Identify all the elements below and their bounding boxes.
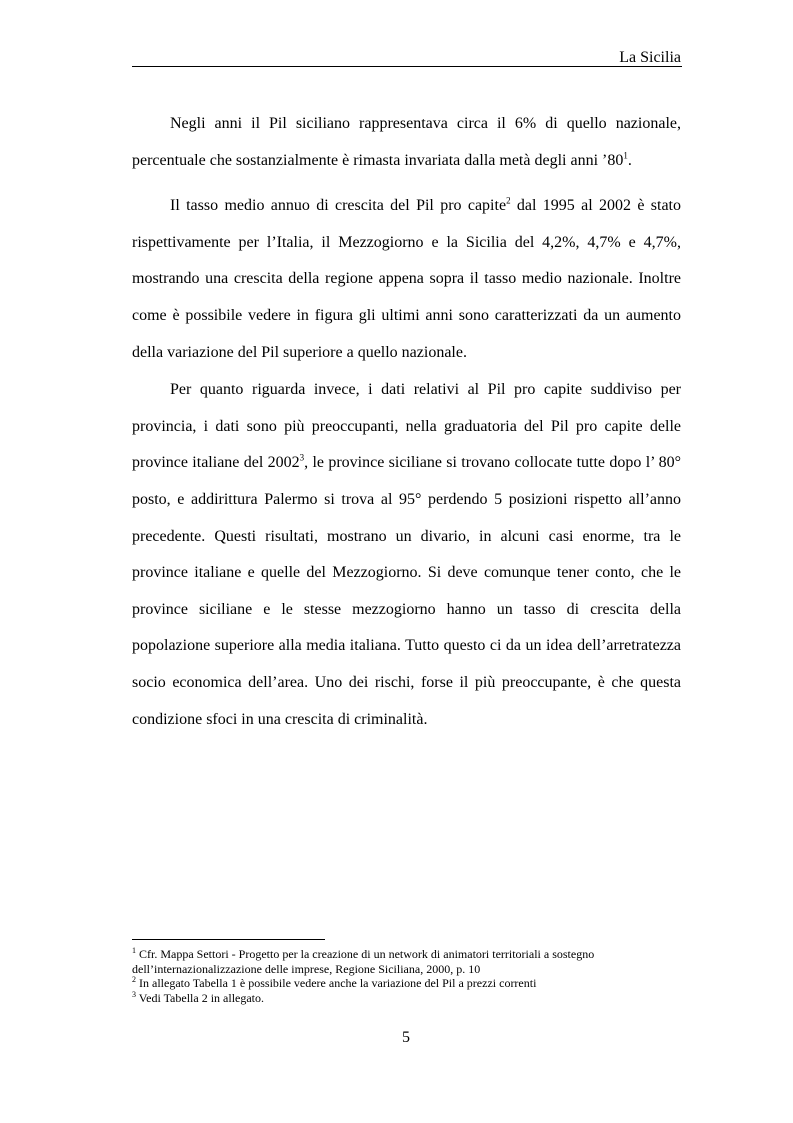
footnote-ref-1[interactable]: 1 — [623, 150, 628, 161]
footnote-1-marker: 1 — [132, 946, 136, 955]
footnote-2-text: In allegato Tabella 1 è possibile vedere anche la variazione del Pil a prezzi correnti — [136, 976, 537, 991]
paragraph-growth-rate — [132, 188, 681, 371]
footnote-2-marker: 2 — [132, 975, 136, 985]
footnote-2 — [132, 976, 681, 991]
footnote-ref-2[interactable]: 2 — [506, 195, 511, 206]
paragraph-1-text: Negli anni il Pil siciliano rappresentava circa il 6% di quello nazionale, percentuale che sostanzialmente è rimasta invariata dalla metà degli anni ’80 — [132, 115, 681, 169]
footnote-3 — [132, 991, 681, 1006]
paragraph-1-end: . — [627, 151, 632, 169]
paragraph-pil-share — [132, 106, 681, 179]
footnote-3-text: Vedi Tabella 2 in allegato. — [136, 990, 265, 1005]
footnote-separator — [132, 939, 325, 940]
footnotes-section — [132, 947, 681, 1005]
footnote-1 — [132, 947, 681, 976]
paragraph-3-text-start: Per quanto riguarda invece, i dati relativi al Pil pro capite suddiviso per provincia, i dati sono più preoccupanti, nella graduatoria del Pil pro capite delle province italiane del 2002 — [132, 381, 681, 472]
paragraph-2-text-start: Il tasso medio annuo di crescita del Pil pro capite — [170, 197, 507, 215]
paragraph-province-ranking — [132, 372, 681, 738]
header-rule — [132, 66, 682, 67]
main-body-text — [132, 106, 681, 738]
paragraph-2-text-end: dal 1995 al 2002 è stato rispettivamente per l’Italia, il Mezzogiorno e la Sicilia del 4,2%, 4,7% e 4,7%, mostrando una crescita della regione appena sopra il tasso medio nazionale. Inoltre come è possibile vedere in figura gli ultimi anni sono caratterizzati da un aumento della variazione del Pil superiore a quello nazionale. — [132, 197, 681, 361]
footnote-1-text: Cfr. Mappa Settori - Progetto per la creazione di un network di animatori territoriali a sostegno dell’internazionalizzazione delle imprese, Regione Siciliana, 2000, p. 10 — [132, 947, 595, 976]
paragraph-3-text-end: , le province siciliane si trovano collocate tutte dopo l’ 80° posto, e addirittura Palermo si trova al 95° perdendo 5 posizioni rispetto all’anno precedente. Questi risultati, mostrano un divario, in alcuni casi enorme, tra le province italiane e quelle del Mezzogiorno. Si deve comunque tener conto, che le province siciliane e le stesse mezzogiorno hanno un tasso di crescita della popolazione superiore alla media italiana. Tutto questo ci da un idea dell’arretratezza socio economica dell’area. Uno dei rischi, forse il più preoccupante, è che questa condizione sfoci in una crescita di criminalità. — [132, 454, 682, 728]
footnote-3-marker: 3 — [132, 989, 136, 999]
page-number: 5 — [402, 1029, 410, 1046]
running-header-title: La Sicilia — [619, 49, 681, 66]
footnote-ref-3[interactable]: 3 — [299, 453, 305, 464]
